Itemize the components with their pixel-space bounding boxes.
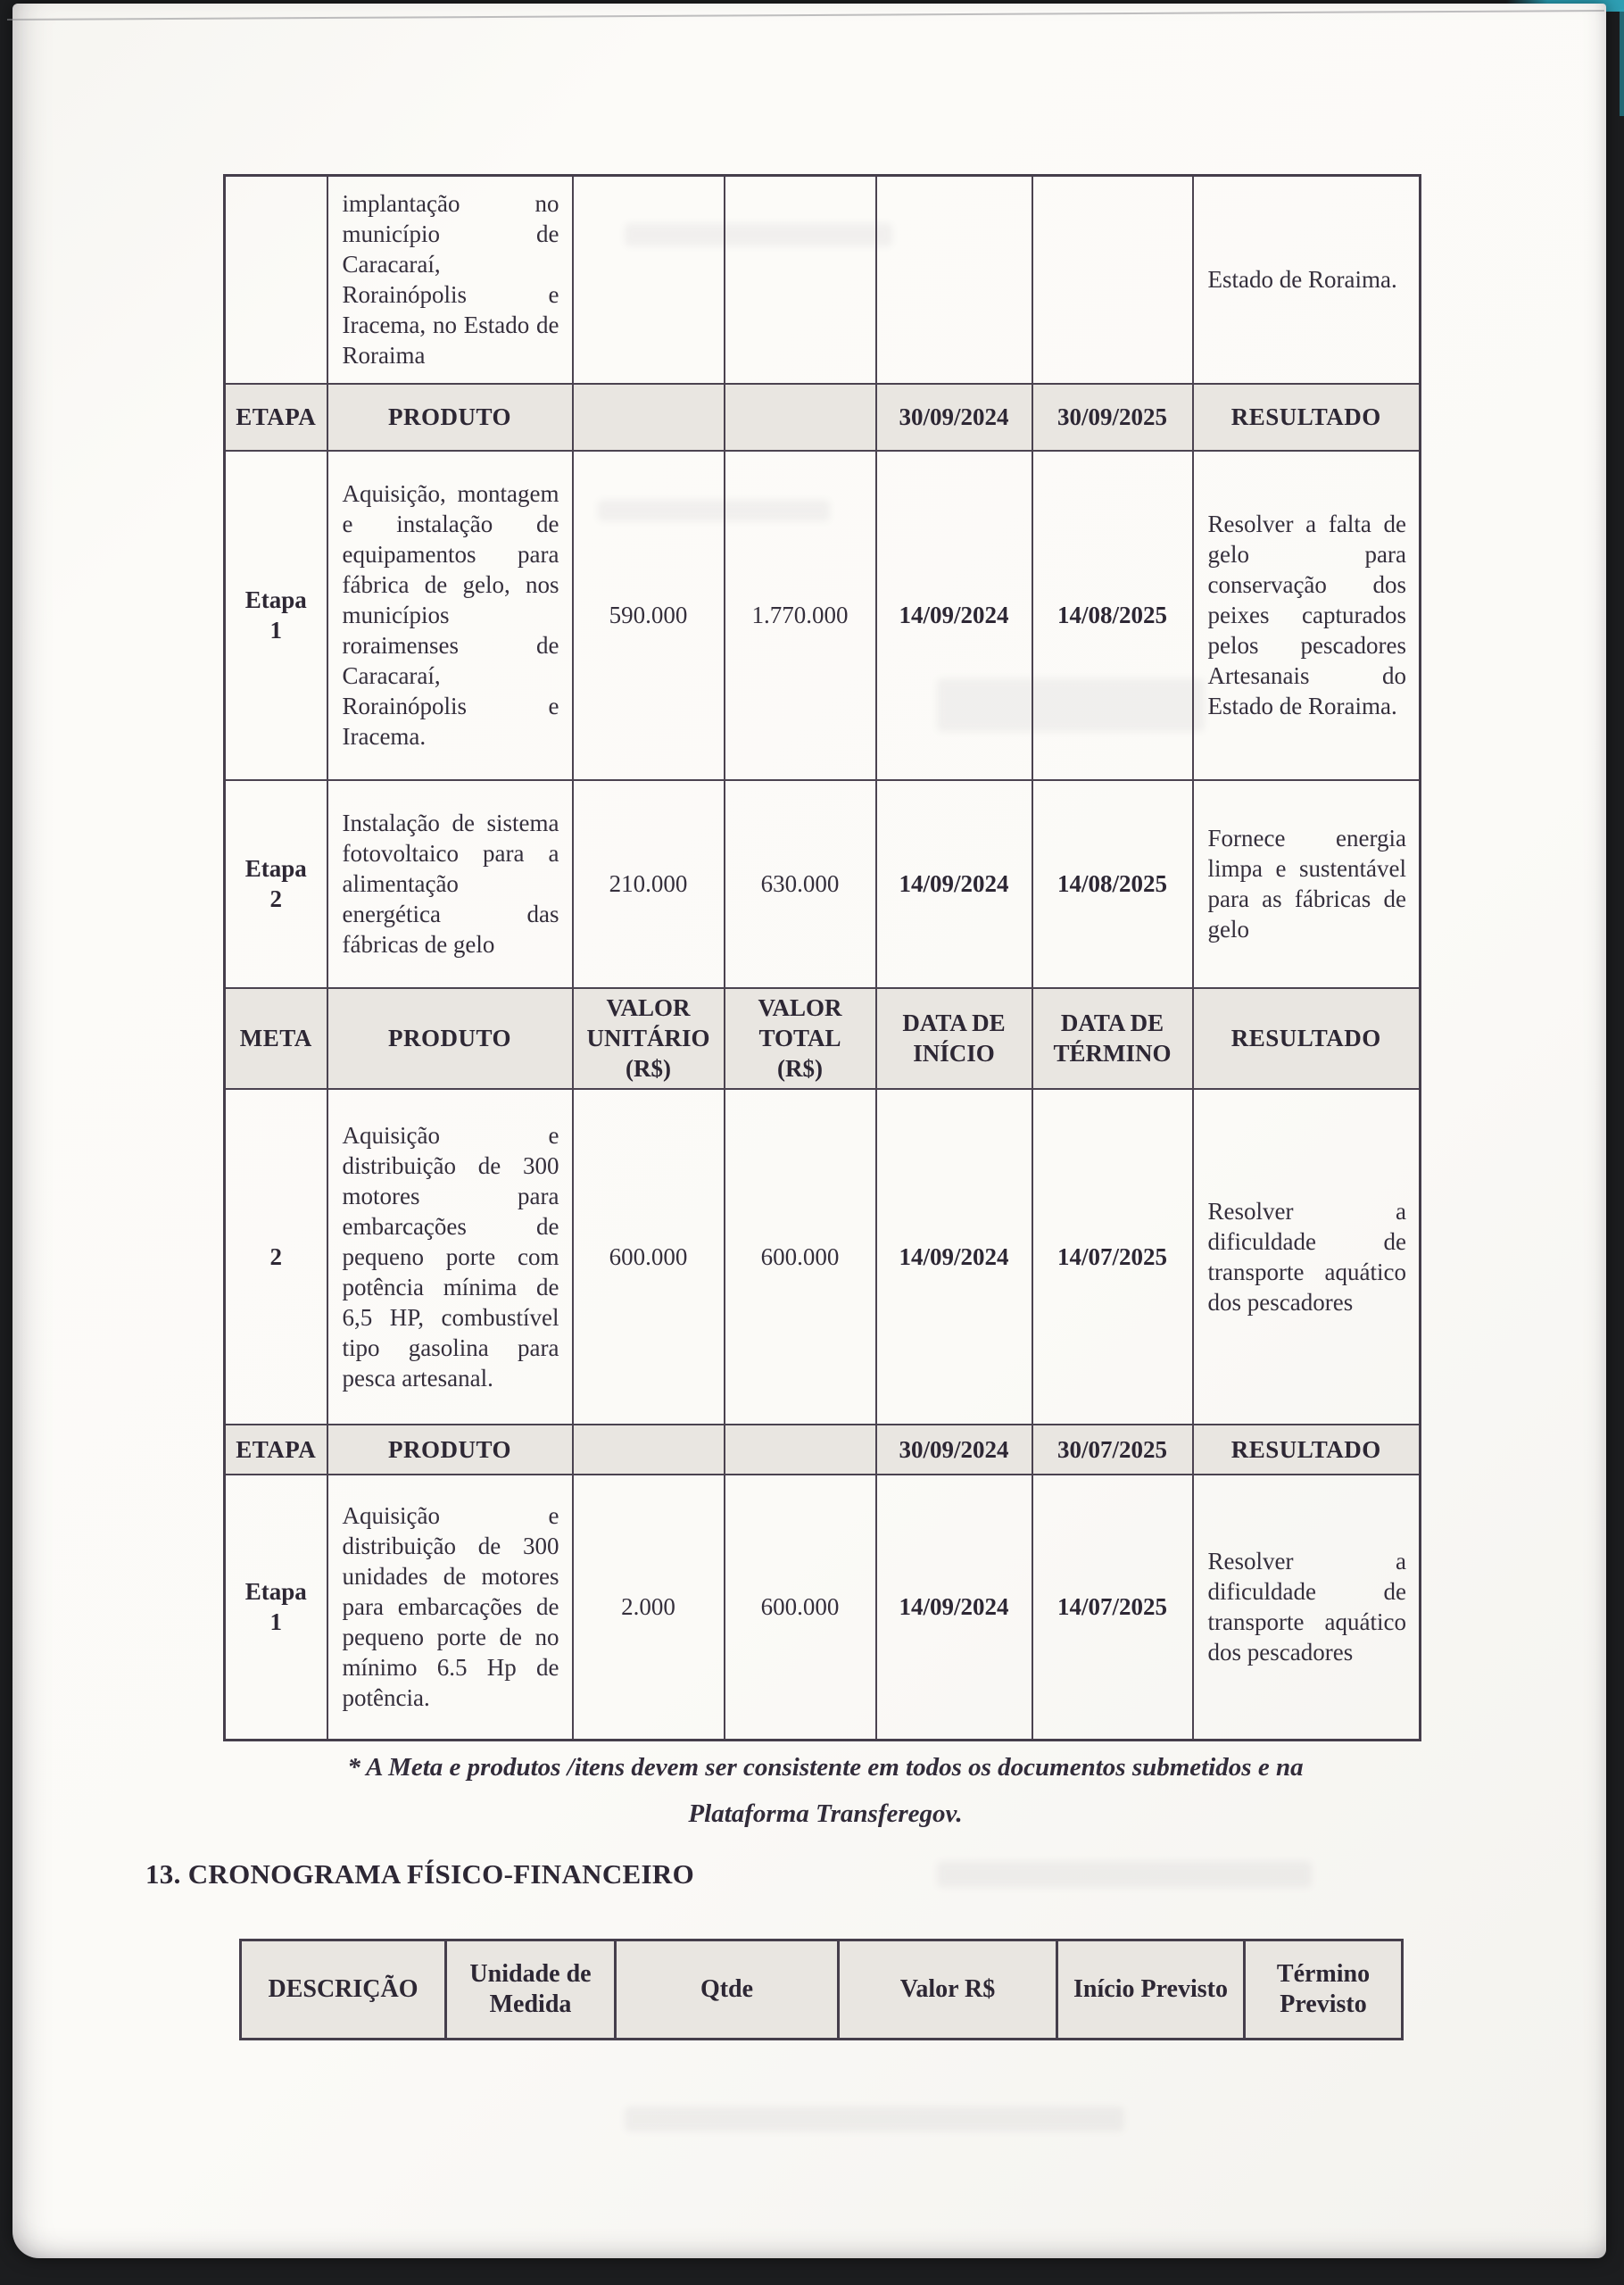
cell-meta2-data-inicio: 14/09/2024 xyxy=(876,1089,1032,1425)
section-heading: 13. CRONOGRAMA FÍSICO-FINANCEIRO xyxy=(145,1858,694,1890)
cell-etapa1a-data-inicio: 14/09/2024 xyxy=(876,451,1032,780)
header-descricao: DESCRIÇÃO xyxy=(241,1940,446,2040)
header-blank xyxy=(725,1425,876,1475)
cell-etapa1b-produto: Aquisição e distribuição de 300 unidades de motores para embarcações de pequeno porte de no mínimo 6.5 Hp de potência. xyxy=(327,1475,573,1741)
cell-meta2-data-termino: 14/07/2025 xyxy=(1032,1089,1193,1425)
header-produto: PRODUTO xyxy=(327,384,573,451)
cell-etapa1a-produto: Aquisição, montagem e instalação de equipamentos para fábrica de gelo, nos municípios roraimenses de Caracaraí, Rorainópolis e Iracema. xyxy=(327,451,573,780)
cell-etapa1b-label: Etapa 1 xyxy=(225,1475,327,1741)
cell-etapa2-data-termino: 14/08/2025 xyxy=(1032,780,1193,988)
cell-cont-produto: implantação no município de Caracaraí, Rorainópolis e Iracema, no Estado de Roraima xyxy=(327,176,573,384)
cell-etapa1a-resultado: Resolver a falta de gelo para conservação dos peixes capturados pelos pescadores Artesanais do Estado de Roraima. xyxy=(1193,451,1421,780)
table-row-etapa-2 xyxy=(225,780,1421,988)
header-termino-previsto: Término Previsto xyxy=(1245,1940,1403,2040)
metas-etapas-table xyxy=(223,174,1421,1741)
cell-etapa1b-data-termino: 14/07/2025 xyxy=(1032,1475,1193,1741)
cell-etapa2-valor-total: 630.000 xyxy=(725,780,876,988)
header-resultado: RESULTADO xyxy=(1193,1425,1421,1475)
header-data-termino: DATA DE TÉRMINO xyxy=(1032,988,1193,1089)
header-date-inicio: 30/09/2024 xyxy=(876,1425,1032,1475)
header-meta: META xyxy=(225,988,327,1089)
header-date-inicio: 30/09/2024 xyxy=(876,384,1032,451)
cronograma-header-row xyxy=(241,1940,1403,2040)
cell-etapa2-resultado: Fornece energia limpa e sustentável para as fábricas de gelo xyxy=(1193,780,1421,988)
footnote-line-2: Plataforma Transferegov. xyxy=(688,1799,963,1828)
header-qtde: Qtde xyxy=(616,1940,839,2040)
cell-etapa2-data-inicio: 14/09/2024 xyxy=(876,780,1032,988)
header-blank xyxy=(573,1425,725,1475)
header-produto: PRODUTO xyxy=(327,988,573,1089)
cell-meta2-resultado: Resolver a dificuldade de transporte aquático dos pescadores xyxy=(1193,1089,1421,1425)
cell-etapa2-valor-unitario: 210.000 xyxy=(573,780,725,988)
header-valor-total: VALOR TOTAL (R$) xyxy=(725,988,876,1089)
header-date-termino: 30/07/2025 xyxy=(1032,1425,1193,1475)
cell-cont-resultado: Estado de Roraima. xyxy=(1193,176,1421,384)
cell-etapa2-produto: Instalação de sistema fotovoltaico para a alimentação energética das fábricas de gelo xyxy=(327,780,573,988)
cell-etapa1b-resultado: Resolver a dificuldade de transporte aquático dos pescadores xyxy=(1193,1475,1421,1741)
header-produto: PRODUTO xyxy=(327,1425,573,1475)
cell-etapa1a-label: Etapa 1 xyxy=(225,451,327,780)
header-blank xyxy=(725,384,876,451)
table-row-continuation xyxy=(225,176,1421,384)
cell-etapa1a-data-termino: 14/08/2025 xyxy=(1032,451,1193,780)
table-row-etapa-1b xyxy=(225,1475,1421,1741)
table-row-meta-2 xyxy=(225,1089,1421,1425)
cell-etapa1b-valor-total: 600.000 xyxy=(725,1475,876,1741)
cell-meta2-valor-unitario: 600.000 xyxy=(573,1089,725,1425)
scanner-teal-edge-artifact xyxy=(1620,9,1624,116)
header-unidade-medida: Unidade de Medida xyxy=(446,1940,616,2040)
cell-meta2-label: 2 xyxy=(225,1089,327,1425)
header-data-inicio: DATA DE INÍCIO xyxy=(876,988,1032,1089)
header-etapa: ETAPA xyxy=(225,384,327,451)
cell-etapa1b-valor-unitario: 2.000 xyxy=(573,1475,725,1741)
footnote-line-1: * A Meta e produtos /itens devem ser consistente em todos os documentos submetidos e na xyxy=(347,1753,1304,1782)
cell-etapa1b-data-inicio: 14/09/2024 xyxy=(876,1475,1032,1741)
header-etapa: ETAPA xyxy=(225,1425,327,1475)
scan-bleed-artifact xyxy=(937,1861,1312,1888)
table-row-etapa-header-a xyxy=(225,384,1421,451)
cronograma-table xyxy=(239,1939,1404,2040)
table-row-etapa-1a xyxy=(225,451,1421,780)
cell-cont-valor-unitario xyxy=(573,176,725,384)
cell-meta2-valor-total: 600.000 xyxy=(725,1089,876,1425)
header-valor-rs: Valor R$ xyxy=(839,1940,1057,2040)
header-resultado: RESULTADO xyxy=(1193,988,1421,1089)
cell-cont-etapa xyxy=(225,176,327,384)
cell-meta2-produto: Aquisição e distribuição de 300 motores para embarcações de pequeno porte com potência mínima de 6,5 HP, combustível tipo gasolina para pesca artesanal. xyxy=(327,1089,573,1425)
cell-cont-data-termino xyxy=(1032,176,1193,384)
header-valor-unitario: VALOR UNITÁRIO (R$) xyxy=(573,988,725,1089)
header-date-termino: 30/09/2025 xyxy=(1032,384,1193,451)
table-row-etapa-header-b xyxy=(225,1425,1421,1475)
header-resultado: RESULTADO xyxy=(1193,384,1421,451)
header-inicio-previsto: Início Previsto xyxy=(1057,1940,1245,2040)
cell-cont-data-inicio xyxy=(876,176,1032,384)
header-blank xyxy=(573,384,725,451)
cell-cont-valor-total xyxy=(725,176,876,384)
scan-bleed-artifact xyxy=(625,2106,1124,2131)
cell-etapa1a-valor-total: 1.770.000 xyxy=(725,451,876,780)
cell-etapa1a-valor-unitario: 590.000 xyxy=(573,451,725,780)
table-row-meta-header xyxy=(225,988,1421,1089)
cell-etapa2-label: Etapa 2 xyxy=(225,780,327,988)
